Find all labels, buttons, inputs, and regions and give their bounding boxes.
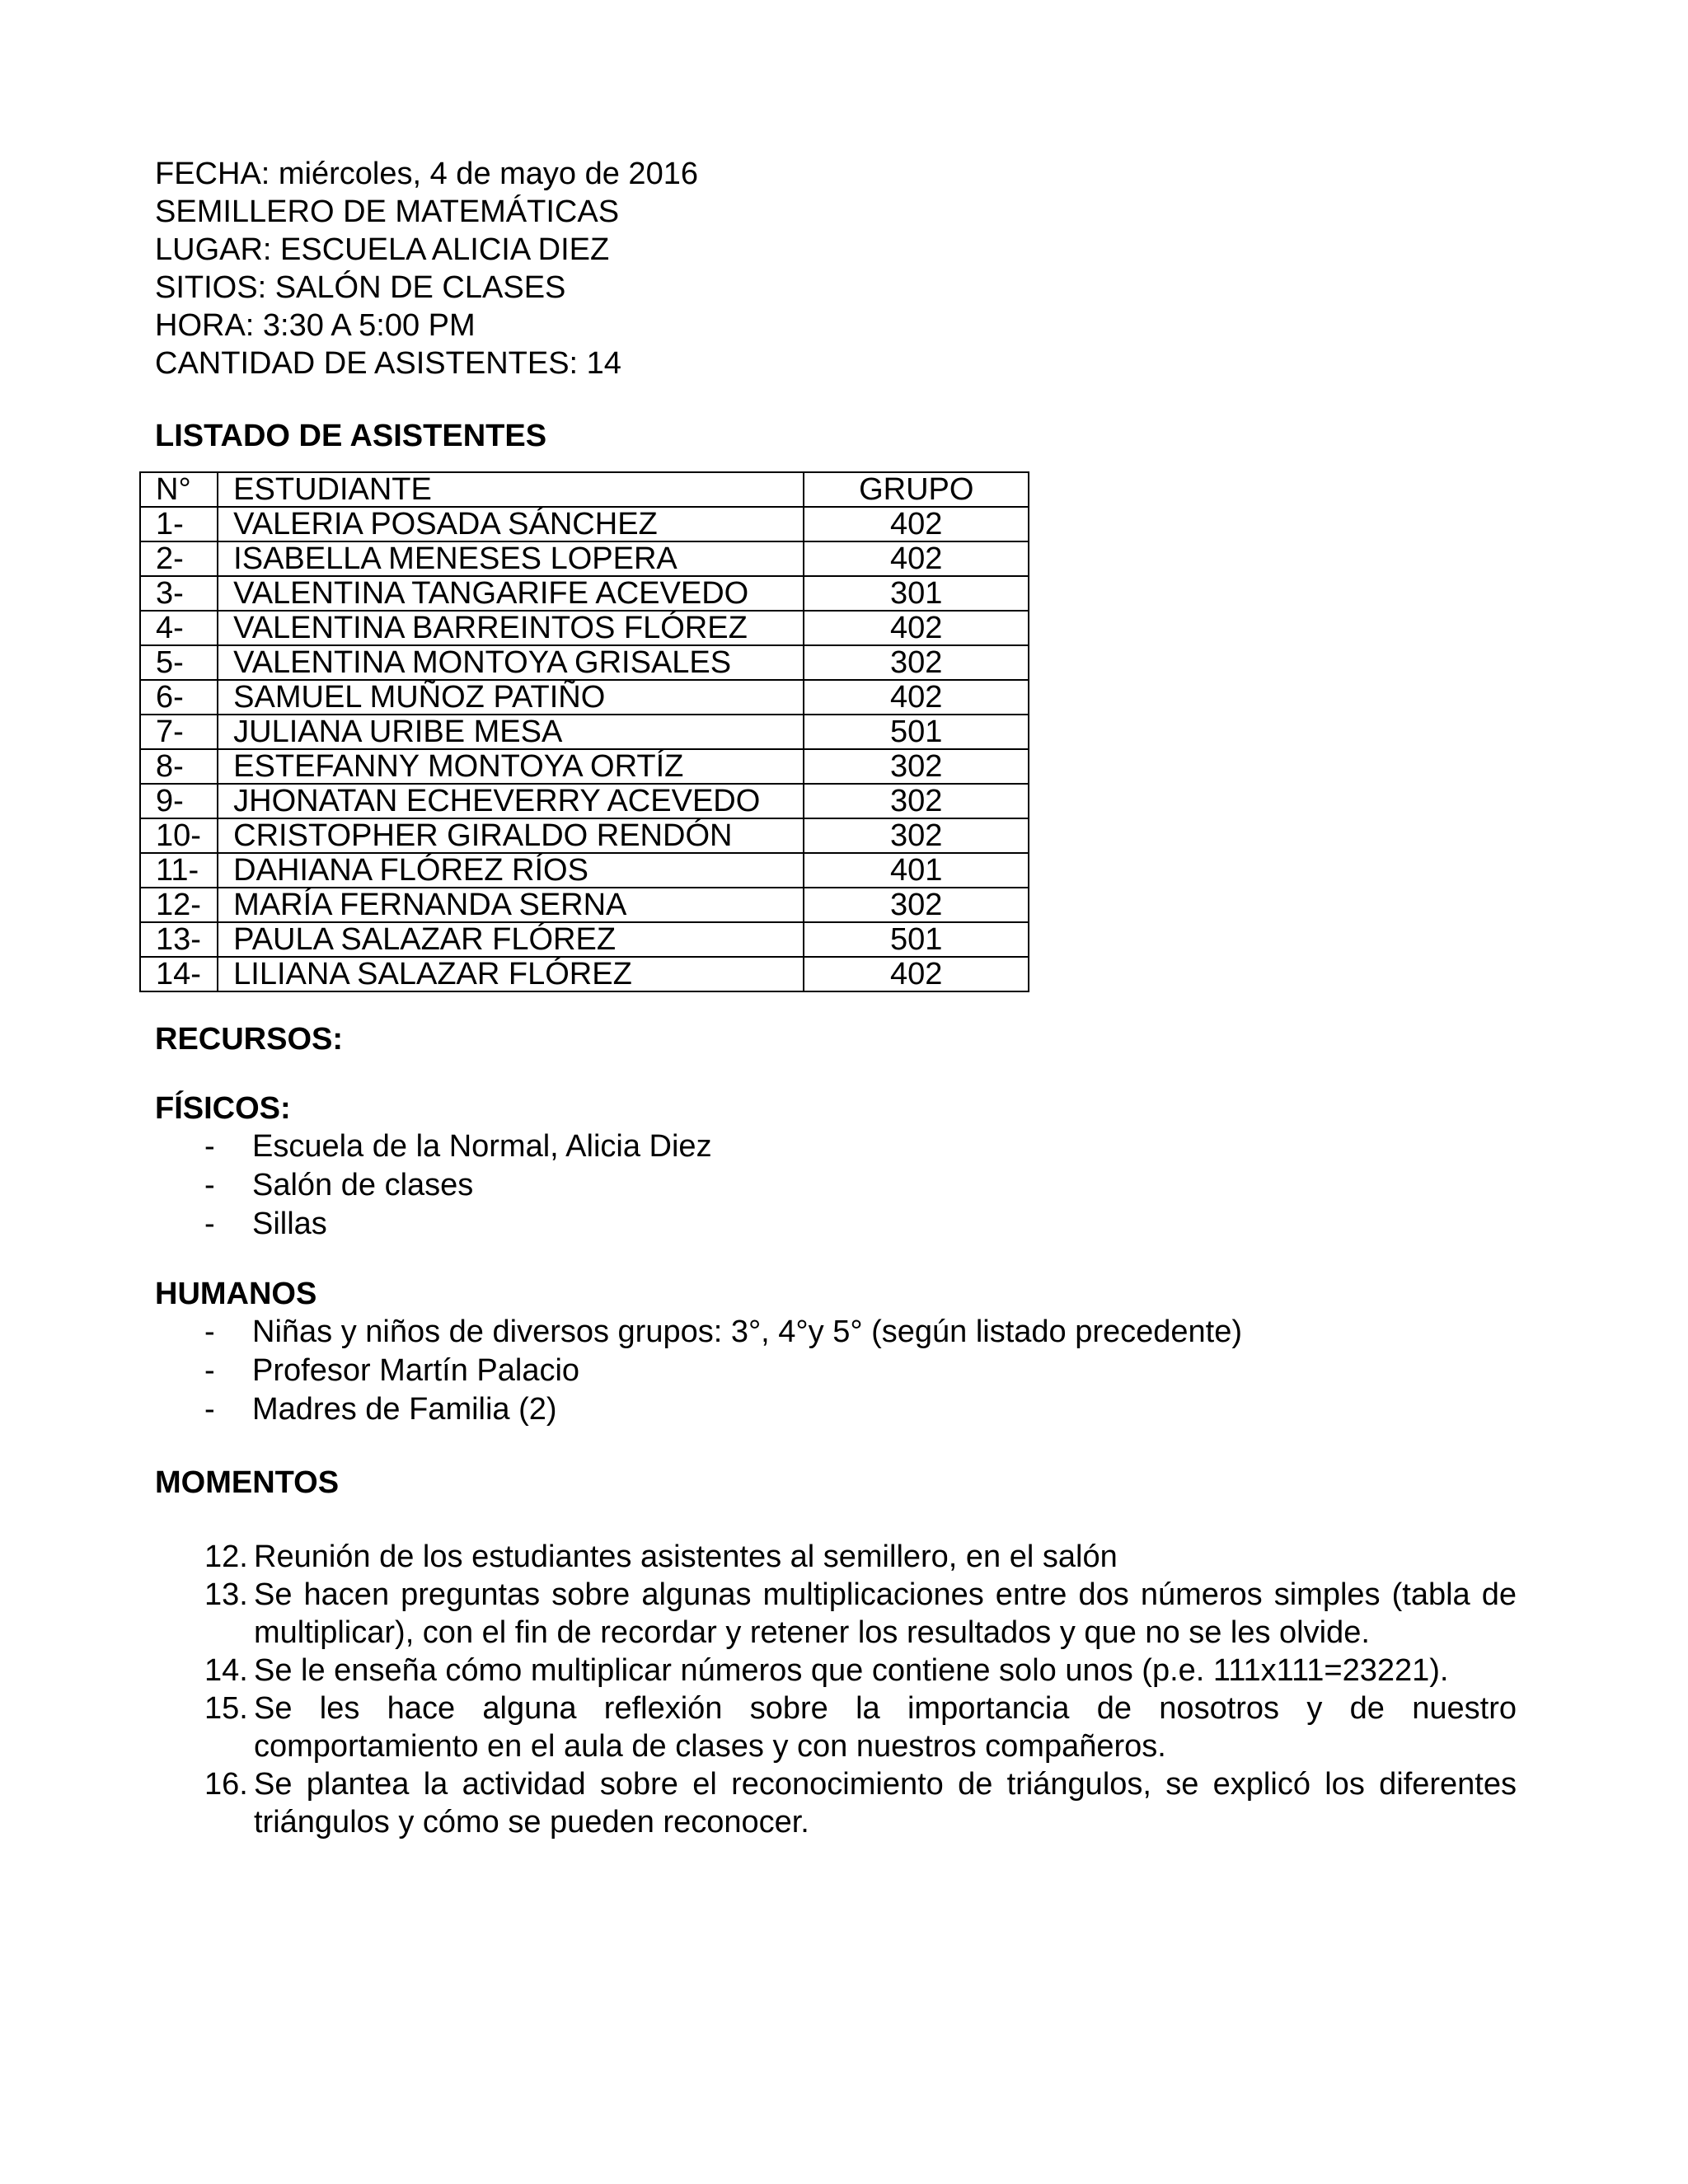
student-name-cell: PAULA SALAZAR FLÓREZ <box>218 922 804 957</box>
table-row <box>140 715 1029 749</box>
table-row <box>140 749 1029 784</box>
list-item <box>204 1390 1533 1429</box>
list-item <box>204 1127 1533 1166</box>
list-item <box>204 1313 1533 1352</box>
group-cell: 301 <box>804 576 1029 611</box>
item-number: 16. <box>204 1767 248 1802</box>
list-item <box>204 1205 1533 1244</box>
attendee-list-title: LISTADO DE ASISTENTES <box>155 419 547 453</box>
table-row <box>140 576 1029 611</box>
human-resources-title: HUMANOS <box>155 1277 317 1311</box>
human-resources-list <box>155 1313 1533 1429</box>
list-item-text: Salón de clases <box>252 1168 474 1202</box>
row-number-cell: 12- <box>140 888 218 922</box>
dash-bullet: - <box>204 1168 215 1202</box>
item-number: 15. <box>204 1691 248 1726</box>
student-name-cell: JHONATAN ECHEVERRY ACEVEDO <box>218 784 804 818</box>
item-text: Se plantea la actividad sobre el reconocimiento de triángulos, se explicó los diferentes triángulos y cómo se pueden reconocer. <box>254 1767 1517 1840</box>
student-name-cell: DAHIANA FLÓREZ RÍOS <box>218 853 804 888</box>
row-number-cell: 1- <box>140 507 218 541</box>
group-cell: 302 <box>804 888 1029 922</box>
dash-bullet: - <box>204 1315 215 1349</box>
group-cell: 302 <box>804 749 1029 784</box>
group-cell: 302 <box>804 645 1029 680</box>
table-row <box>140 784 1029 818</box>
group-cell: 402 <box>804 957 1029 991</box>
row-number-cell: 6- <box>140 680 218 715</box>
list-item <box>204 1166 1533 1205</box>
group-cell: 402 <box>804 611 1029 645</box>
moments-title: MOMENTOS <box>155 1465 340 1500</box>
student-name-cell: ISABELLA MENESES LOPERA <box>218 541 804 576</box>
item-number: 14. <box>204 1653 248 1688</box>
row-number-cell: 4- <box>140 611 218 645</box>
attendee-count-line: CANTIDAD DE ASISTENTES: 14 <box>155 346 621 381</box>
row-number-cell: 8- <box>140 749 218 784</box>
row-number-cell: 9- <box>140 784 218 818</box>
group-cell: 401 <box>804 853 1029 888</box>
table-row <box>140 507 1029 541</box>
student-name-cell: LILIANA SALAZAR FLÓREZ <box>218 957 804 991</box>
table-row <box>140 680 1029 715</box>
group-cell: 501 <box>804 715 1029 749</box>
group-cell: 501 <box>804 922 1029 957</box>
list-item <box>204 1765 1517 1841</box>
student-name-cell: SAMUEL MUÑOZ PATIÑO <box>218 680 804 715</box>
list-item-text: Madres de Familia (2) <box>252 1392 557 1427</box>
student-name-cell: ESTEFANNY MONTOYA ORTÍZ <box>218 749 804 784</box>
student-name-cell: VALENTINA BARREINTOS FLÓREZ <box>218 611 804 645</box>
resources-title: RECURSOS: <box>155 1022 344 1057</box>
table-row <box>140 922 1029 957</box>
item-text: Se le enseña cómo multiplicar números que contiene solo unos (p.e. 111x111=23221). <box>254 1653 1449 1688</box>
list-item <box>204 1538 1517 1576</box>
table-row <box>140 611 1029 645</box>
column-header-number: N° <box>140 472 218 507</box>
student-name-cell: MARÍA FERNANDA SERNA <box>218 888 804 922</box>
list-item-text: Sillas <box>252 1207 327 1241</box>
dash-bullet: - <box>204 1129 215 1164</box>
list-item <box>204 1652 1517 1690</box>
row-number-cell: 5- <box>140 645 218 680</box>
student-name-cell: VALENTINA MONTOYA GRISALES <box>218 645 804 680</box>
table-row <box>140 541 1029 576</box>
item-text: Se hacen preguntas sobre algunas multiplicaciones entre dos números simples (tabla de multiplicar), con el fin de recordar y retener los resultados y que no se les olvide. <box>254 1577 1517 1650</box>
dash-bullet: - <box>204 1353 215 1388</box>
row-number-cell: 10- <box>140 818 218 853</box>
table-row <box>140 957 1029 991</box>
group-cell: 302 <box>804 818 1029 853</box>
row-number-cell: 11- <box>140 853 218 888</box>
table-header-row <box>140 472 1029 507</box>
list-item-text: Profesor Martín Palacio <box>252 1353 580 1388</box>
attendee-table <box>139 471 1029 992</box>
place-line: LUGAR: ESCUELA ALICIA DIEZ <box>155 232 610 267</box>
row-number-cell: 13- <box>140 922 218 957</box>
item-number: 13. <box>204 1577 248 1612</box>
item-number: 12. <box>204 1540 248 1574</box>
date-line: FECHA: miércoles, 4 de mayo de 2016 <box>155 157 698 191</box>
program-line: SEMILLERO DE MATEMÁTICAS <box>155 194 620 229</box>
table-row <box>140 853 1029 888</box>
student-name-cell: VALERIA POSADA SÁNCHEZ <box>218 507 804 541</box>
group-cell: 402 <box>804 680 1029 715</box>
column-header-group: GRUPO <box>804 472 1029 507</box>
student-name-cell: CRISTOPHER GIRALDO RENDÓN <box>218 818 804 853</box>
dash-bullet: - <box>204 1392 215 1427</box>
document-page <box>155 155 1533 1841</box>
student-name-cell: VALENTINA TANGARIFE ACEVEDO <box>218 576 804 611</box>
item-text: Se les hace alguna reflexión sobre la importancia de nosotros y de nuestro comportamiento en el aula de clases y con nuestros compañeros. <box>254 1691 1517 1764</box>
row-number-cell: 14- <box>140 957 218 991</box>
group-cell: 402 <box>804 541 1029 576</box>
dash-bullet: - <box>204 1207 215 1241</box>
list-item-text: Niñas y niños de diversos grupos: 3°, 4°y 5° (según listado precedente) <box>252 1315 1243 1349</box>
student-name-cell: JULIANA URIBE MESA <box>218 715 804 749</box>
table-row <box>140 645 1029 680</box>
table-row <box>140 888 1029 922</box>
table-row <box>140 818 1029 853</box>
row-number-cell: 3- <box>140 576 218 611</box>
time-line: HORA: 3:30 A 5:00 PM <box>155 308 476 343</box>
physical-resources-list <box>155 1127 1533 1244</box>
row-number-cell: 7- <box>140 715 218 749</box>
item-text: Reunión de los estudiantes asistentes al semillero, en el salón <box>254 1540 1118 1574</box>
physical-resources-title: FÍSICOS: <box>155 1091 291 1126</box>
moments-list <box>155 1538 1533 1841</box>
list-item-text: Escuela de la Normal, Alicia Diez <box>252 1129 712 1164</box>
site-line: SITIOS: SALÓN DE CLASES <box>155 270 566 305</box>
column-header-student: ESTUDIANTE <box>218 472 804 507</box>
list-item <box>204 1576 1517 1652</box>
list-item <box>204 1690 1517 1765</box>
group-cell: 302 <box>804 784 1029 818</box>
list-item <box>204 1352 1533 1390</box>
header-block <box>155 155 1533 382</box>
row-number-cell: 2- <box>140 541 218 576</box>
group-cell: 402 <box>804 507 1029 541</box>
